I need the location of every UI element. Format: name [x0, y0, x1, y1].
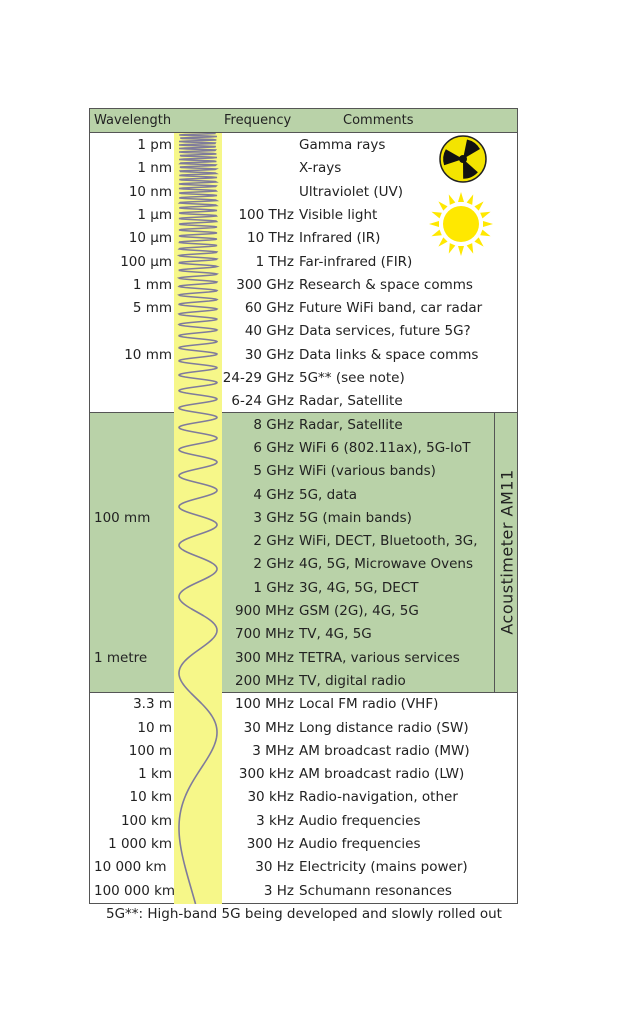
wavelength-cell: 10 000 km: [94, 859, 167, 876]
frequency-cell: 30 MHz: [243, 719, 294, 736]
frequency-cell: 24-29 GHz: [222, 370, 294, 386]
table-row: [90, 833, 517, 856]
comment-cell: WiFi (various bands): [299, 463, 436, 480]
table-row: [90, 553, 517, 576]
wavelength-cell: 100 mm: [94, 509, 151, 526]
table-row: [90, 437, 517, 460]
frequency-cell: 2 GHz: [253, 556, 294, 573]
frequency-cell: 100 MHz: [235, 696, 294, 713]
table-row: [90, 600, 517, 623]
wavelength-cell: 10 m: [137, 719, 172, 736]
comment-cell: WiFi, DECT, Bluetooth, 3G,: [299, 533, 478, 550]
table-row: [90, 484, 517, 507]
wavelength-cell: 1 metre: [94, 649, 148, 666]
frequency-cell: 3 Hz: [263, 882, 294, 899]
comment-cell: Gamma rays: [299, 137, 386, 153]
frequency-cell: 40 GHz: [244, 323, 294, 340]
comment-cell: Visible light: [299, 206, 378, 223]
frequency-cell: 200 MHz: [235, 672, 294, 689]
table-row: [90, 530, 517, 553]
wavelength-cell: 100 km: [120, 812, 172, 829]
wavelength-cell: 1 mm: [132, 276, 172, 293]
comment-cell: AM broadcast radio (MW): [299, 742, 470, 759]
table-row: [90, 414, 517, 437]
comment-cell: Radio-navigation, other: [299, 789, 458, 806]
frequency-cell: 30 kHz: [247, 789, 294, 806]
table-row: [90, 810, 517, 833]
frequency-cell: 300 MHz: [235, 649, 294, 666]
table-row: [90, 647, 517, 670]
radiation-icon: [439, 135, 487, 183]
wavelength-cell: 10 nm: [128, 183, 172, 200]
wavelength-cell: 10 mm: [124, 346, 172, 363]
comment-cell: Infrared (IR): [299, 230, 381, 247]
comment-cell: Schumann resonances: [299, 882, 452, 899]
frequency-cell: 300 kHz: [238, 766, 294, 783]
frequency-cell: 30 Hz: [255, 859, 294, 876]
comment-cell: Radar, Satellite: [299, 393, 403, 410]
frequency-cell: 900 MHz: [235, 603, 294, 619]
comment-cell: Audio frequencies: [299, 836, 421, 852]
frequency-cell: 3 GHz: [253, 509, 294, 526]
comment-cell: Data services, future 5G?: [299, 323, 471, 340]
comment-cell: Ultraviolet (UV): [299, 183, 404, 200]
frequency-cell: 4 GHz: [253, 486, 294, 503]
table-row: [90, 507, 517, 530]
wavelength-cell: 100 µm: [120, 253, 172, 270]
table-row: [90, 856, 517, 879]
frequency-cell: 300 Hz: [246, 836, 294, 852]
wavelength-cell: 3.3 m: [133, 696, 172, 713]
table-row: [90, 297, 517, 320]
table-row: [90, 880, 517, 903]
frequency-cell: 700 MHz: [235, 626, 294, 643]
table-header: [90, 109, 517, 133]
table-row: [90, 460, 517, 483]
comment-cell: Data links & space comms: [299, 346, 479, 363]
comment-cell: Electricity (mains power): [299, 859, 468, 876]
frequency-cell: 100 THz: [238, 206, 294, 223]
comment-cell: GSM (2G), 4G, 5G: [299, 603, 419, 619]
table-row: [90, 717, 517, 740]
comment-cell: 5G (main bands): [299, 509, 412, 526]
frequency-cell: 5 GHz: [253, 463, 294, 480]
table-row: [90, 320, 517, 343]
comment-cell: 4G, 5G, Microwave Ovens: [299, 556, 474, 573]
footnote: 5G**: High-band 5G being developed and slowly rolled out: [106, 906, 502, 922]
comment-cell: WiFi 6 (802.11ax), 5G-IoT: [299, 439, 471, 456]
wavelength-cell: 1 000 km: [108, 836, 172, 852]
table-row: [90, 390, 517, 413]
wavelength-cell: 10 µm: [128, 230, 172, 247]
frequency-header: Frequency: [224, 113, 292, 128]
comment-cell: X-rays: [299, 160, 342, 177]
table-row: [90, 693, 517, 716]
table-row: [90, 367, 517, 390]
frequency-cell: 10 THz: [247, 230, 294, 247]
comment-cell: AM broadcast radio (LW): [299, 766, 465, 783]
wavelength-cell: 100 m: [128, 742, 172, 759]
comment-cell: Future WiFi band, car radar: [299, 300, 483, 317]
comment-cell: Long distance radio (SW): [299, 719, 469, 736]
frequency-cell: 1 GHz: [253, 579, 294, 596]
comment-cell: 5G, data: [299, 486, 358, 503]
comment-cell: Radar, Satellite: [299, 416, 403, 433]
comment-cell: TETRA, various services: [299, 649, 460, 666]
comment-cell: Far-infrared (FIR): [299, 253, 413, 270]
frequency-cell: 300 GHz: [236, 276, 294, 293]
comment-cell: 5G** (see note): [299, 370, 405, 386]
frequency-cell: 3 kHz: [256, 812, 294, 829]
comment-cell: Local FM radio (VHF): [299, 696, 439, 713]
spectrum-chart: [89, 108, 518, 904]
wavelength-cell: 1 km: [138, 766, 172, 783]
comment-cell: 3G, 4G, 5G, DECT: [299, 579, 419, 596]
wavelength-cell: 1 µm: [137, 206, 172, 223]
acoustimeter-label: Acoustimeter AM11: [497, 469, 516, 635]
table-row: [90, 274, 517, 297]
comments-header: Comments: [343, 113, 414, 128]
table-row: [90, 623, 517, 646]
comment-cell: TV, 4G, 5G: [299, 626, 372, 643]
wavelength-cell: 1 pm: [137, 137, 172, 153]
acoustimeter-side-label: [494, 412, 518, 692]
comment-cell: Research & space comms: [299, 276, 473, 293]
wavelength-cell: 10 km: [129, 789, 172, 806]
wavelength-cell: 100 000 km: [94, 882, 176, 899]
comment-cell: TV, digital radio: [299, 672, 406, 689]
wavelength-cell: 1 nm: [137, 160, 172, 177]
table-row: [90, 740, 517, 763]
table-row: [90, 670, 517, 693]
table-row: [90, 763, 517, 786]
frequency-cell: 2 GHz: [253, 533, 294, 550]
table-row: [90, 786, 517, 809]
comment-cell: Audio frequencies: [299, 812, 421, 829]
wavelength-cell: 5 mm: [132, 300, 172, 317]
frequency-cell: 60 GHz: [244, 300, 294, 317]
sun-icon: [428, 191, 494, 257]
table-row: [90, 344, 517, 367]
frequency-cell: 30 GHz: [244, 346, 294, 363]
frequency-cell: 1 THz: [255, 253, 294, 270]
frequency-cell: 8 GHz: [253, 416, 294, 433]
frequency-cell: 6-24 GHz: [231, 393, 294, 410]
frequency-cell: 6 GHz: [253, 439, 294, 456]
table-row: [90, 577, 517, 600]
frequency-cell: 3 MHz: [252, 742, 294, 759]
wavelength-header: Wavelength: [94, 113, 172, 128]
